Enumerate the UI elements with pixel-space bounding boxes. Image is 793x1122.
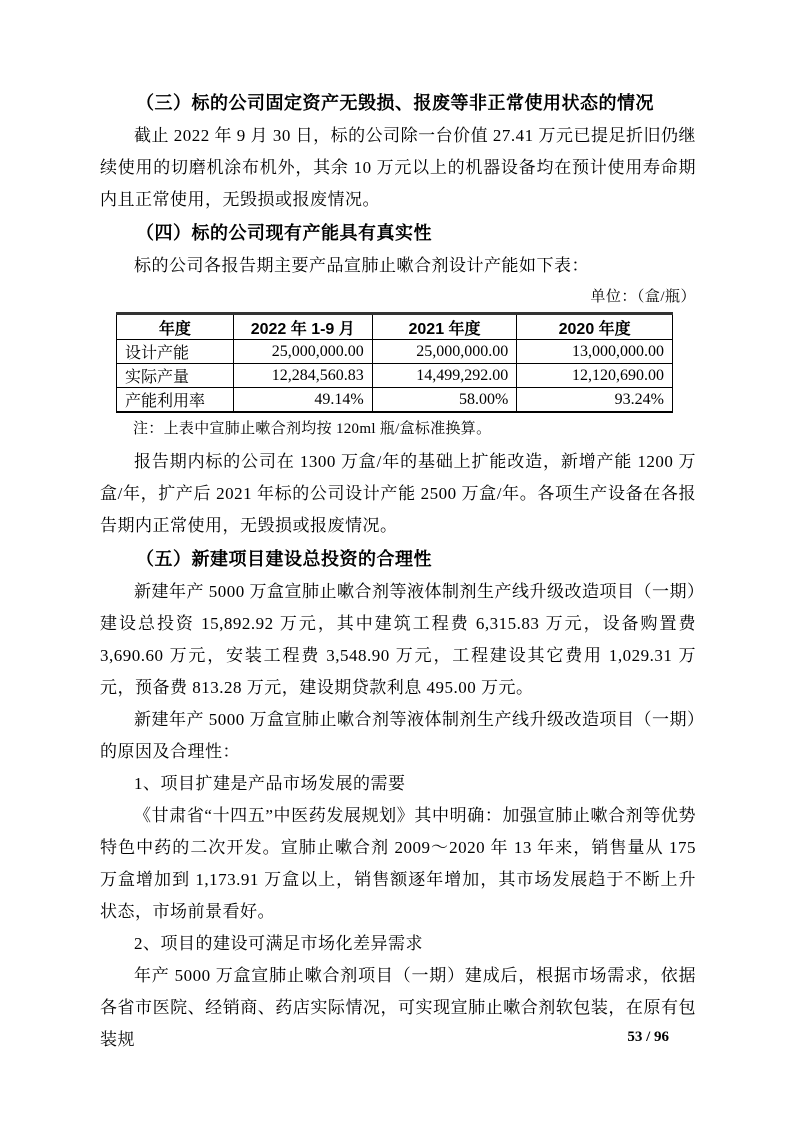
table-header-2021: 2021 年度 — [372, 314, 517, 340]
section-3-paragraph: 截止 2022 年 9 月 30 日，标的公司除一台价值 27.41 万元已提足折旧仍继续使用的切磨机涂布机外，其余 10 万元以上的机器设备均在预计使用寿命期内且正常使用，无毁损或报废情况。 — [100, 126, 696, 209]
cell-value: 58.00% — [372, 388, 517, 413]
cell-value: 49.14% — [233, 388, 372, 413]
table-row — [117, 364, 673, 388]
table-header-row — [117, 314, 673, 340]
page-number: 53 / 96 — [627, 1029, 669, 1045]
row-label: 产能利用率 — [117, 388, 234, 413]
reason-2-heading: 2、项目的建设可满足市场化差异需求 — [134, 934, 423, 953]
row-label: 设计产能 — [117, 340, 234, 364]
cell-value: 93.24% — [517, 388, 673, 413]
table-header-year: 年度 — [117, 314, 234, 340]
table-row — [117, 340, 673, 364]
section-5-paragraph-2: 新建年产 5000 万盒宣肺止嗽合剂等液体制剂生产线升级改造项目（一期）的原因及合理性： — [100, 710, 696, 761]
section-5-paragraph-1: 新建年产 5000 万盒宣肺止嗽合剂等液体制剂生产线升级改造项目（一期）建设总投资 15,892.92 万元，其中建筑工程费 6,315.83 万元，设备购置费 3,690.60 万元，安装工程费 3,548.90 万元，工程建设其它费用 1,029.31 万元，预备费 813.28 万元，建设期贷款利息 495.00 万元。 — [100, 582, 696, 697]
cell-value: 14,499,292.00 — [372, 364, 517, 388]
table-note: 注：上表中宣肺止嗽合剂均按 120ml 瓶/盒标准换算。 — [133, 421, 492, 437]
section-3-heading: （三）标的公司固定资产无毁损、报废等非正常使用状态的情况 — [136, 93, 654, 113]
table-header-2022: 2022 年 1-9 月 — [233, 314, 372, 340]
cell-value: 12,120,690.00 — [517, 364, 673, 388]
reason-2-paragraph: 年产 5000 万盒宣肺止嗽合剂项目（一期）建成后，根据市场需求，依据各省市医院、经销商、药店实际情况，可实现宣肺止嗽合剂软包装，在原有包装规 — [100, 966, 696, 1049]
cell-value: 25,000,000.00 — [372, 340, 517, 364]
cell-value: 13,000,000.00 — [517, 340, 673, 364]
table-row — [117, 388, 673, 413]
capacity-table — [116, 312, 673, 413]
section-4-intro: 标的公司各报告期主要产品宣肺止嗽合剂设计产能如下表： — [134, 256, 589, 275]
table-header-2020: 2020 年度 — [517, 314, 673, 340]
section-5-heading: （五）新建项目建设总投资的合理性 — [136, 549, 432, 569]
reason-1-heading: 1、项目扩建是产品市场发展的需要 — [134, 774, 406, 793]
section-4-paragraph: 报告期内标的公司在 1300 万盒/年的基础上扩能改造，新增产能 1200 万盒/年，扩产后 2021 年标的公司设计产能 2500 万盒/年。各项生产设备在各报告期内正常使用，无毁损或报废情况。 — [100, 452, 696, 535]
row-label: 实际产量 — [117, 364, 234, 388]
table-unit-label: 单位：（盒/瓶） — [590, 289, 696, 305]
cell-value: 12,284,560.83 — [233, 364, 372, 388]
section-4-heading: （四）标的公司现有产能具有真实性 — [136, 223, 432, 243]
reason-1-paragraph: 《甘肃省“十四五”中医药发展规划》其中明确：加强宣肺止嗽合剂等优势特色中药的二次开发。宣肺止嗽合剂 2009～2020 年 13 年来，销售量从 175 万盒增加到 1,173.91 万盒以上，销售额逐年增加，其市场发展趋于不断上升状态，市场前景看好。 — [100, 806, 696, 921]
cell-value: 25,000,000.00 — [233, 340, 372, 364]
